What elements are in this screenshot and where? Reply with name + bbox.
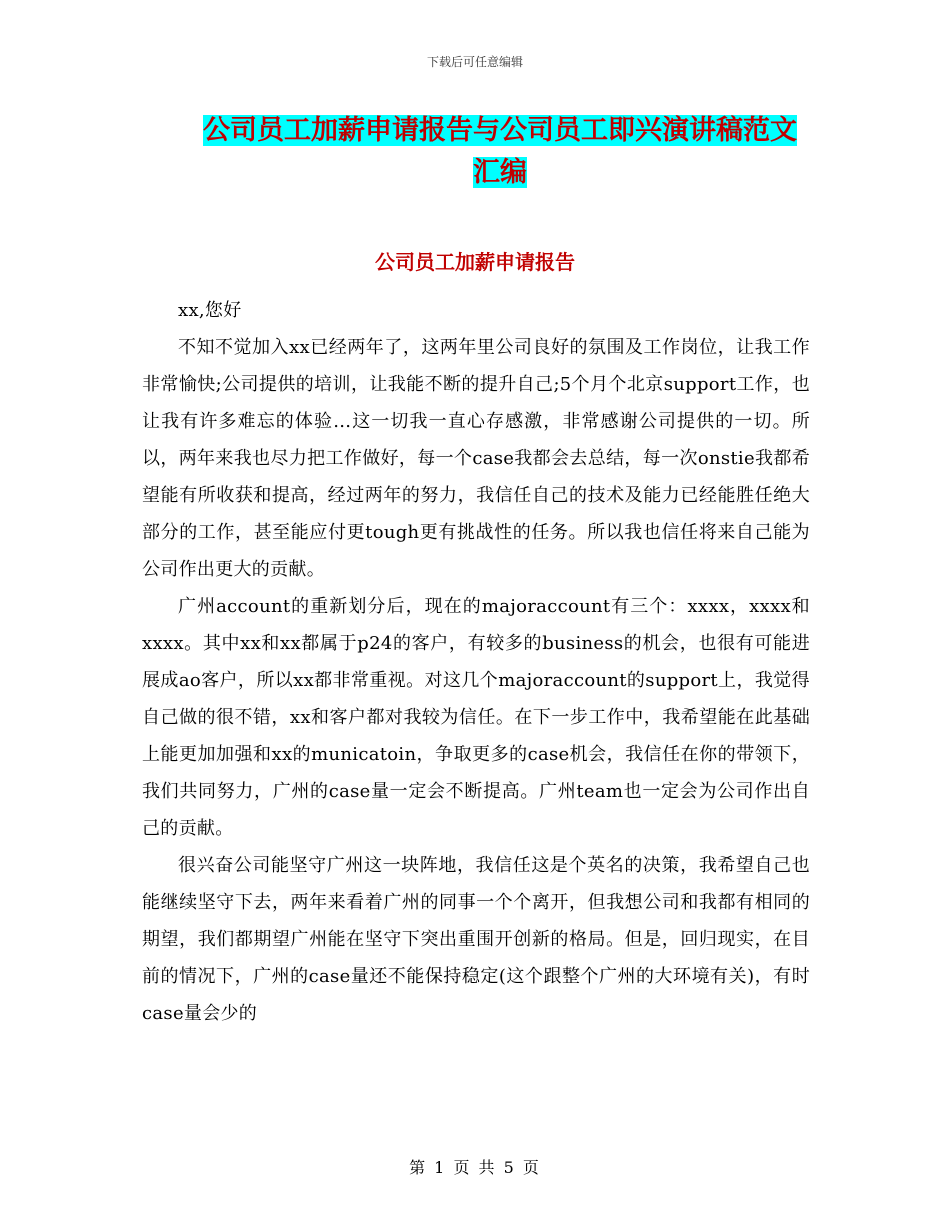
document-title bbox=[190, 110, 810, 194]
paragraph-1: 不知不觉加入xx已经两年了，这两年里公司良好的氛围及工作岗位，让我工作非常愉快;公司提供的培训，让我能不断的提升自己;5个月个北京support工作，也让我有许多难忘的体验…这一切我一直心存感激，非常感谢公司提供的一切。所以，两年来我也尽力把工作做好，每一个case我都会去总结，每一次onstie我都希望能有所收获和提高，经过两年的努力，我信任自己的技术及能力已经能胜任绝大部分的工作，甚至能应付更tough更有挑战性的任务。所以我也信任将来自己能为公司作出更大的贡献。 bbox=[142, 337, 810, 580]
section-title: 公司员工加薪申请报告 bbox=[375, 250, 575, 274]
header-note: 下载后可任意编辑 bbox=[426, 55, 523, 69]
paragraph-3: 很兴奋公司能坚守广州这一块阵地，我信任这是个英名的决策，我希望自己也能继续坚守下去，两年来看着广州的同事一个个离开，但我想公司和我都有相同的期望，我们都期望广州能在坚守下突出重围开创新的格局。但是，回归现实，在目前的情况下，广州的case量还不能保持稳定(这个跟整个广州的大环境有关)，有时case量会少的 bbox=[142, 855, 810, 1024]
document-body bbox=[142, 292, 810, 1032]
greeting: xx,您好 bbox=[178, 300, 242, 321]
page-footer: 第 1 页 共 5 页 bbox=[409, 1158, 541, 1177]
paragraph-2: 广州account的重新划分后，现在的majoraccount有三个：xxxx，xxxx和xxxx。其中xx和xx都属于p24的客户，有较多的business的机会，也很有可能进展成ao客户，所以xx都非常重视。对这几个majoraccount的support上，我觉得自己做的很不错，xx和客户都对我较为信任。在下一步工作中，我希望能在此基础上能更加加强和xx的municatoin，争取更多的case机会，我信任在你的带领下，我们共同努力，广州的case量一定会不断提高。广州team也一定会为公司作出自己的贡献。 bbox=[142, 596, 810, 839]
document-title-highlight: 公司员工加薪申请报告与公司员工即兴演讲稿范文汇编 bbox=[203, 115, 797, 188]
